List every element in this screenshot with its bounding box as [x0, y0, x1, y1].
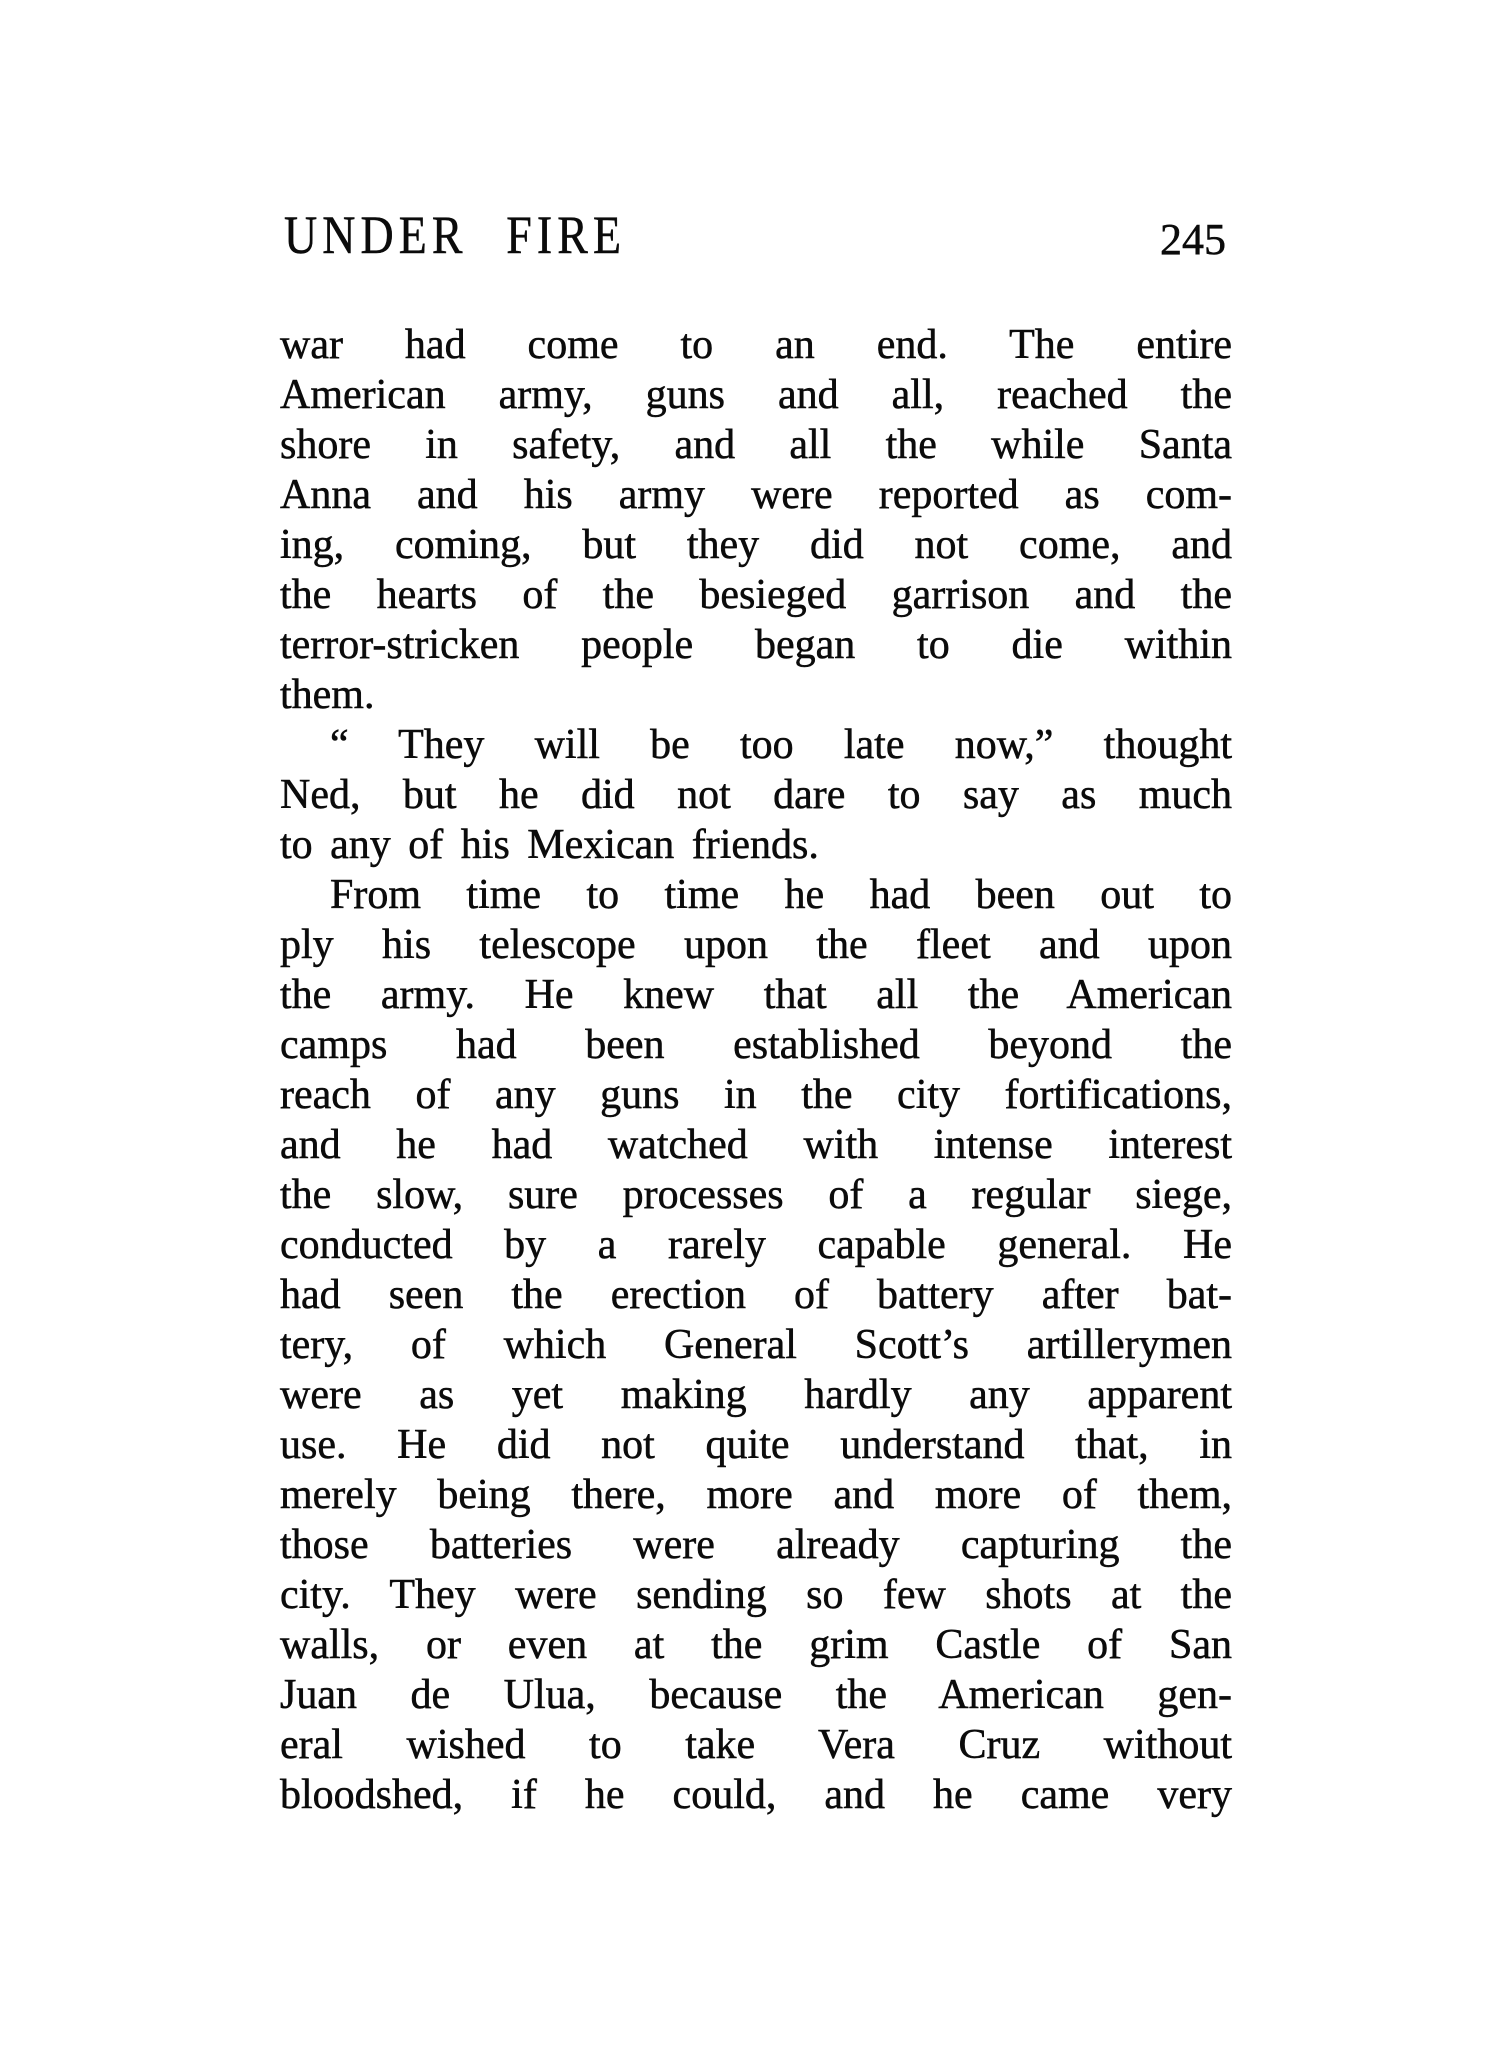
text-line: eral wished to take Vera Cruz without [280, 1722, 1232, 1768]
text-line: the hearts of the besieged garrison and the [280, 572, 1232, 618]
text-line: shore in safety, and all the while Santa [280, 422, 1232, 468]
text-line: terror-stricken people began to die within [280, 622, 1232, 668]
text-line: From time to time he had been out to [330, 872, 1232, 918]
text-line: bloodshed, if he could, and he came very [280, 1772, 1232, 1818]
running-header [280, 205, 1232, 268]
text-line: merely being there, more and more of them, [280, 1472, 1232, 1518]
text-line: conducted by a rarely capable general. He [280, 1222, 1232, 1268]
text-line: camps had been established beyond the [280, 1022, 1232, 1068]
text-line: “ They will be too late now,” thought [330, 722, 1232, 768]
text-line: city. They were sending so few shots at the [280, 1572, 1232, 1618]
text-line: reach of any guns in the city fortifications, [280, 1072, 1232, 1118]
text-line: ply his telescope upon the fleet and upon [280, 922, 1232, 968]
text-line: walls, or even at the grim Castle of San [280, 1622, 1232, 1668]
text-line: war had come to an end. The entire [280, 322, 1232, 368]
text-line: Ned, but he did not dare to say as much [280, 772, 1232, 818]
text-line: American army, guns and all, reached the [280, 372, 1232, 418]
page-number: 245 [1160, 215, 1226, 264]
text-line: tery, of which General Scott’s artillerymen [280, 1322, 1232, 1368]
text-line: the slow, sure processes of a regular siege, [280, 1172, 1232, 1218]
body-text [280, 320, 1232, 1820]
text-line: use. He did not quite understand that, in [280, 1422, 1232, 1468]
text-line: them. [280, 672, 375, 718]
text-line: Anna and his army were reported as com- [280, 472, 1232, 518]
text-line: and he had watched with intense interest [280, 1122, 1232, 1168]
chapter-title: UNDER FIRE [284, 205, 627, 265]
text-line: to any of his Mexican friends. [280, 822, 819, 868]
text-line: the army. He knew that all the American [280, 972, 1232, 1018]
text-line: those batteries were already capturing the [280, 1522, 1232, 1568]
text-line: Juan de Ulua, because the American gen- [280, 1672, 1232, 1718]
text-line: were as yet making hardly any apparent [280, 1372, 1232, 1418]
text-line: ing, coming, but they did not come, and [280, 522, 1232, 568]
text-line: had seen the erection of battery after bat- [280, 1272, 1232, 1318]
